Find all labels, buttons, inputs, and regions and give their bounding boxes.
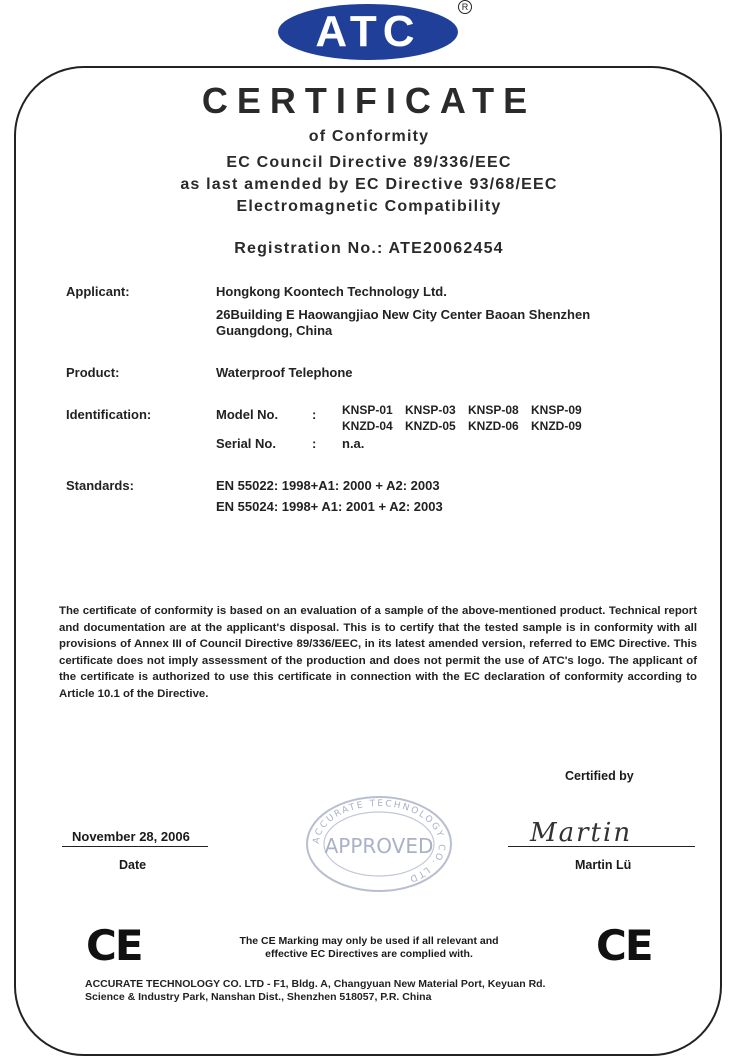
product-value: Waterproof Telephone (216, 365, 353, 380)
model-no-label: Model No. (216, 407, 279, 422)
handwritten-signature: Martin (530, 818, 633, 848)
ce-note-line-1: The CE Marking may only be used if all relevant and (239, 935, 499, 947)
model-item: KNSP-09 (531, 403, 582, 417)
applicant-address-line-2: Guangdong, China (216, 323, 333, 338)
registered-mark: R (458, 0, 472, 14)
footer-line-2: Science & Industry Park, Nanshan Dist., Shenzhen 518057, P.R. China (85, 991, 432, 1003)
logo-text: ATC (315, 7, 421, 56)
registration-number: Registration No.: ATE20062454 (234, 240, 504, 257)
applicant-address-line-1: 26Building E Haowangjiao New City Center Baoan Shenzhen (216, 307, 591, 322)
directive-line-1: EC Council Directive 89/336/EEC (226, 154, 512, 171)
product-label: Product: (66, 365, 120, 380)
model-item: KNSP-08 (468, 403, 519, 417)
model-item: KNZD-09 (531, 419, 582, 433)
scope-line: Electromagnetic Compatibility (236, 198, 502, 215)
serial-value: n.a. (342, 436, 365, 451)
atc-logo (278, 2, 469, 62)
model-item: KNSP-03 (405, 403, 456, 417)
footer-line-1: ACCURATE TECHNOLOGY CO. LTD - F1, Bldg. A, Changyuan New Material Port, Keyuan Rd. (85, 978, 546, 990)
conformity-statement: The certificate of conformity is based on an evaluation of a sample of the above-mentioned product. Technical report and documentation are at the applicant's disposal. This is to certify that the tested sample is in conformity with all provisions of Annex III of Council Directive 89/336/EEC, in its latest amended version, referred to EMC Directive. This certificate does not imply assessment of the production and does not permit the use of ATC's logo. The applicant of the certificate is authorized to use this certificate in connection with the EC declaration of conformity according to Article 10.1 of the Directive. (59, 605, 697, 700)
standard-item: EN 55024: 1998+ A1: 2001 + A2: 2003 (216, 499, 443, 514)
signature-line (508, 846, 695, 847)
model-item: KNZD-05 (405, 419, 456, 433)
stamp-ring-text: ACCURATE TECHNOLOGY CO. LTD (311, 798, 447, 885)
serial-colon: : (312, 436, 317, 451)
logo-oval (278, 4, 458, 60)
model-item: KNZD-06 (468, 419, 519, 433)
applicant-name: Hongkong Koontech Technology Ltd. (216, 284, 447, 299)
stamp-center-text: APPROVED (324, 834, 434, 858)
certificate-subtitle: of Conformity (308, 128, 430, 145)
serial-no-label: Serial No. (216, 436, 276, 451)
approved-stamp (305, 795, 453, 893)
signer-name: Martin Lü (575, 858, 632, 872)
ce-note-line-2: effective EC Directives are complied with. (265, 948, 473, 960)
model-colon: : (312, 407, 317, 422)
ce-mark-left: CE (86, 921, 142, 970)
date-value: November 28, 2006 (72, 829, 190, 844)
standards-label: Standards: (66, 478, 134, 493)
standard-item: EN 55022: 1998+A1: 2000 + A2: 2003 (216, 478, 440, 493)
directive-line-2: as last amended by EC Directive 93/68/EEC (180, 176, 558, 193)
ce-mark-right: CE (596, 921, 652, 970)
date-label: Date (119, 858, 147, 872)
date-line (62, 846, 208, 847)
model-item: KNZD-04 (342, 419, 393, 433)
applicant-label: Applicant: (66, 284, 130, 299)
certificate-title: CERTIFICATE (201, 80, 537, 121)
model-item: KNSP-01 (342, 403, 393, 417)
certified-by-label: Certified by (565, 769, 634, 783)
identification-label: Identification: (66, 407, 152, 422)
